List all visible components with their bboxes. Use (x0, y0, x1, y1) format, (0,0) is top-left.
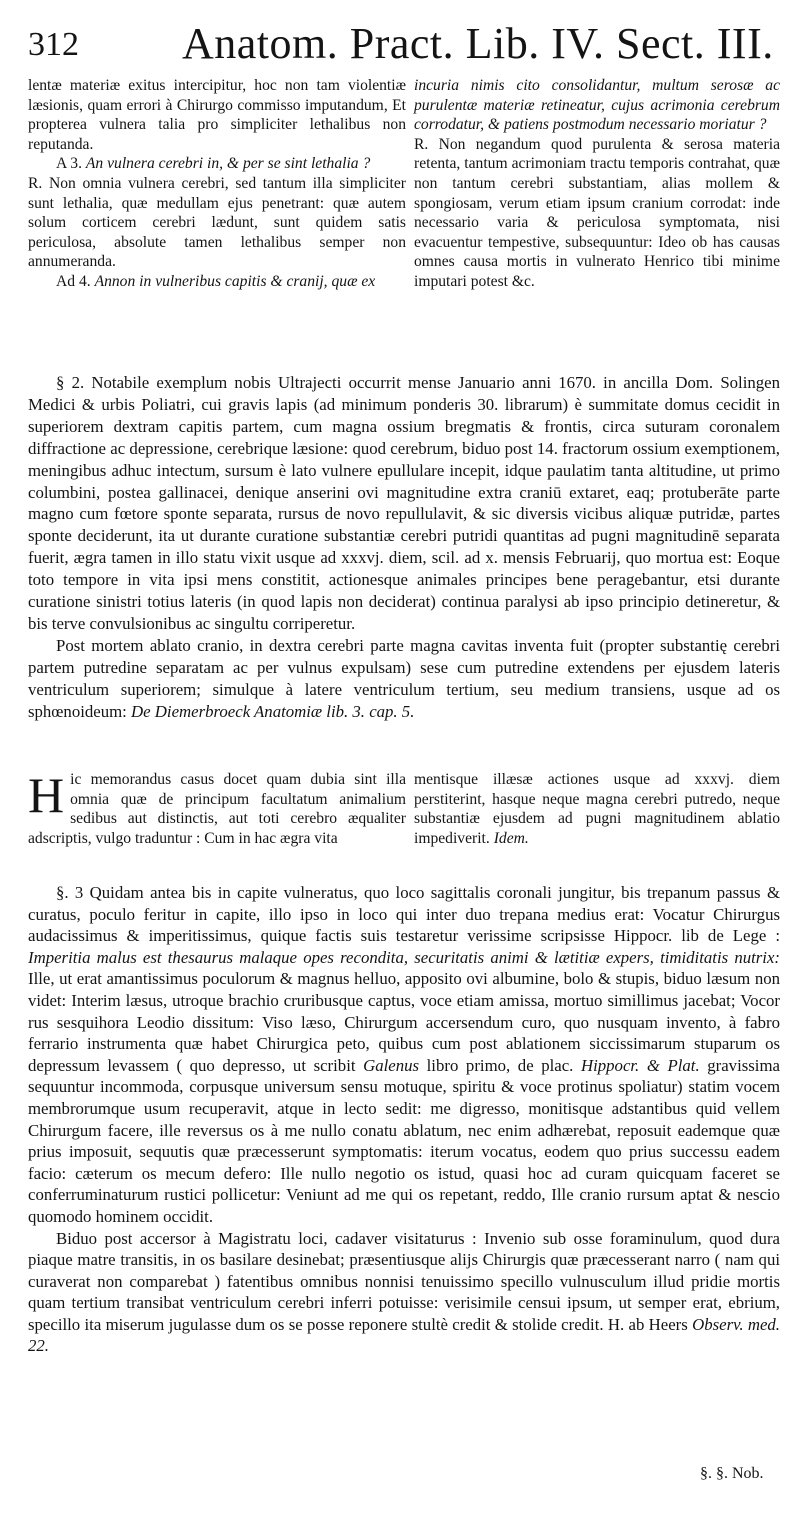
comment-text: ic memorandus casus docet quam dubia sint illa omnia quæ de principum facultatum animalium sedibus aut distinctis, aut toti cerebro æqualiter adscriptis, vulgo traduntur : Cum in hac ægra vita (28, 771, 406, 847)
paragraph: lentæ materiæ exitus intercipitur, hoc non tam violentiæ læsionis, quam errori à Chirurgo commisso imputandum, Et propterea vulnera talia pro simpliciter lethalibus non reputanda. (28, 77, 406, 153)
comment-paragraph (414, 770, 780, 848)
question-3 (28, 154, 406, 174)
answer-3: R. Non omnia vulnera cerebri, sed tantum illa simpliciter sunt lethalia, quæ medullam ejus penetrant: quæ autem solum corticem cerebri lædunt, sunt quidem satis periculosa, absolute tamen lethalibus semper non annumeranda. (28, 174, 406, 271)
citation: Idem. (493, 829, 529, 847)
running-head: Anatom. Pract. Lib. IV. Sect. III. (182, 19, 774, 68)
question-4-continued: incuria nimis cito consolidantur, multum serosæ ac purulentæ materiæ retineatur, cujus acrimonia cerebrum corrodatur, & patiens postmodum necessario moriatur ? (414, 77, 780, 134)
author-name: Hippocr. & Plat. (580, 1055, 700, 1075)
author-name: Galenus (363, 1055, 420, 1075)
comment-right-column (414, 770, 780, 848)
question-text: Annon in vulneribus capitis & cranij, quæ ex (94, 272, 376, 290)
top-left-column (28, 76, 406, 292)
page-header (22, 14, 792, 70)
question-text: An vulnera cerebri in, & per se sint lethalia ? (85, 155, 371, 173)
drop-cap: H (28, 767, 65, 823)
question-number: A 3. (56, 155, 82, 173)
citation: Observ. med. 22. (28, 1314, 780, 1356)
answer-4: R. Non negandum quod purulenta & serosa materia retenta, tantum acrimoniam tractu temporis contrahat, quæ non tantum cerebri substantiam, alias mollem & spongiosam, verum etiam ipsum cranium corrodat: inde necessario varia & periculosa symptomata, nisi evacuentur tempestive, subsequuntur: Ideo ob has causas omnes causa mortis in vulnerato Henrico tibi minime imputari potest &c. (414, 135, 780, 290)
section-3-paragraph (28, 882, 780, 1228)
citation: De Diemerbroeck Anatomiæ lib. 3. cap. 5. (131, 701, 415, 721)
page-number: 312 (28, 26, 79, 63)
paragraph-text: Post mortem ablato cranio, in dextra cerebri parte magna cavitas inventa fuit (propter substantię cerebri partem putredine separatam ac per vulnus expulsam) sese cum putredine extendens per ejusdem lateris ventriculum superiorem; simulque à latere ventriculum tertium, seu medium transiens, usque ad os sphœnoideum: (28, 635, 780, 721)
paragraph-text: libro primo, de plac. (426, 1055, 574, 1075)
catchword: §. §. Nob. (700, 1465, 764, 1482)
paragraph-text: Biduo post accersor à Magistratu loci, cadaver visitaturus : Invenio sub osse foraminulum, quod dura piaque matre transitis, in os basilare desinebat; præsentiusque alijs Chirurgis quæ præcesserant narro ( nam qui curaverat non comparebat ) fatentibus omnibus nonnisi tenuissimo specillo vulnusculum illud pridie mortis quam tertium transibat ventriculum cerebri inferri potuisse: verisimile censui ipsum, ut semper erat, ebrium, specillo ita miserum jugulasse dum os se posse reponere stultè credit & stolide credit. (28, 1228, 780, 1334)
question-number: Ad 4. (56, 272, 91, 290)
comment-text: mentisque illæsæ actiones usque ad xxxvj. diem perstiterint, hasque neque magna cerebri putredo, neque substantiæ ejusdem ad pugni magnitudinem ablatio impediverit. (414, 771, 780, 847)
section-2-paragraph: § 2. Notabile exemplum nobis Ultrajecti occurrit mense Januario anni 1670. in ancilla Dom. Solingen Medici & urbis Poliatri, cui gravis lapis (ad minimum ponderis 30. librarum) è summitate domus cecidit in superiorem dextram capitis partem, cum magna ossium bregmatis & frontis, circa suturam coronalem diffractione ac depressione, cerebrique læsione: quod cerebrum, biduo post 14. fractorum ossium exemptionem, meningibus adhuc intectum, sursum è lato vulnere epullulare incepit, idque paulatim tanta altitudine, ut primo columbini, postea gallinacei, denique anserini ovi magnitudine extra craniū extaret, eaq; protuberāte parte magno cum fœtore sponte separata, rursus de novo repullulavit, & sic diversis vicibus aliquæ putridæ, partes sponte deciderunt, ita ut durante curatione substantiæ cerebri putridi quantitas ad pugni magnitudinē separata fuerit, ægra tamen in illo statu vixit usque ad xxxvj. diem, scil. ad x. mensis Februarij, quo mortua est: Eoque toto tempore in vita ipsi mens constitit, actionesque animales principes bene peragebantur, etsi durante curatione sinistri totius lateris (in quod lapis non deciderat) continua paralysi ab ipso principio detineretur, & bis terve convulsionibus ac singultu corriperetur. (28, 373, 780, 633)
comment-paragraph (28, 767, 406, 848)
comment-left-column (28, 767, 406, 848)
section-3 (28, 882, 780, 1357)
paragraph-text: gravissima sequuntur incommoda, corpusque universum sensu motuque, spiritu & voce protinus spoliatur) statim vocem membrorumque usum recuperavit, atque in lecto sedit: me digresso, monitisque adstantibus quid vellem Chirurgum facere, ille reversus os à me nullo conatu ablatum, nec enim adhærebat, reposuit eademque quæ prius imposuit, sequutis quæ præcesserunt symptomatis: iterum vocatus, eodem quo prius successu eadem facio: cæterum os mecum defero: Ille nullo negotio os istud, quasi hoc ad curam quicquam faceret se conferruminaturum rustici pollicetur: Veniunt ad me qui os repetant, reddo, Ille cranio rursum aptat & nescio quomodo hominem occidit. (28, 1055, 780, 1226)
section-2-paragraph (28, 635, 780, 723)
citation-author: H. ab Heers (607, 1314, 688, 1334)
question-4 (28, 272, 406, 292)
section-2 (28, 372, 780, 723)
paragraph-text: Ille, ut erat amantissimus poculorum & magnus helluo, apposito ovi albumine, bolo & stupis, biduo læsum non videt: Interim læsus, utroque brachio cruribusque captus, voce etiam amissa, mortuo simillimus jacebat; Vocor rus sesquihora Leodio dissitum: Viso læso, Chirurgum accersendum curo, quo nusquam invento, à fabro ferrario instrumenta quæ habet Chirurgica peto, quibus cum post ablationem siccissimarum stuparum os depressum levassem ( quo depresso, ut scribit (28, 969, 780, 1075)
quotation: Imperitia malus est thesaurus malaque opes recondita, securitatis animi & lætitiæ expers, timiditatis nutrix: (28, 947, 780, 967)
top-right-column (414, 76, 780, 292)
paragraph-text: §. 3 Quidam antea bis in capite vulneratus, quo loco sagittalis coronali jungitur, bis trepanum passus & curatus, poculo feritur in capite, illo ipso in loco qui inter duo trepana medius erat: Vocatur Chirurgus audacissimus & imperitissimus, quique factis suis testaretur verissime scripsisse Hippocr. lib de Lege : (28, 883, 780, 946)
section-3-paragraph (28, 1228, 780, 1358)
